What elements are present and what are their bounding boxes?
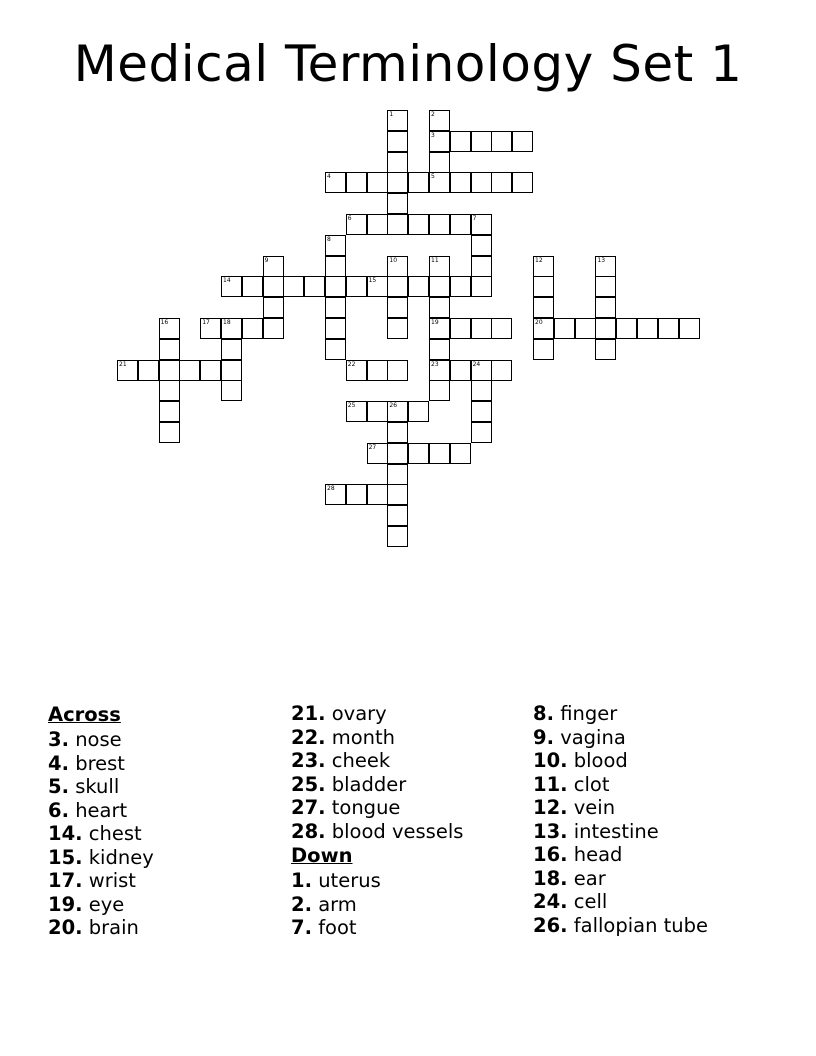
clue-item — [533, 796, 708, 820]
grid-cell[interactable] — [429, 276, 450, 297]
clue-number: 15 — [368, 277, 377, 285]
grid-cell[interactable] — [429, 297, 450, 318]
grid-cell[interactable] — [387, 505, 408, 526]
clue-text: cheek — [331, 749, 391, 772]
clue-item — [48, 799, 154, 823]
grid-cell[interactable] — [263, 276, 284, 297]
grid-cell[interactable] — [200, 360, 221, 381]
grid-cell[interactable] — [387, 152, 408, 173]
grid-cell[interactable] — [408, 172, 429, 193]
grid-cell[interactable] — [263, 256, 284, 277]
clue-column-3 — [533, 702, 708, 937]
grid-cell[interactable] — [387, 464, 408, 485]
grid-cell[interactable] — [387, 360, 408, 381]
clue-item — [291, 869, 463, 893]
clue-number-label: 14. — [48, 822, 83, 845]
grid-cell[interactable] — [159, 422, 180, 443]
clue-number: 23 — [431, 360, 439, 368]
grid-cell[interactable] — [387, 110, 408, 131]
grid-cell[interactable] — [429, 131, 450, 152]
grid-cell[interactable] — [471, 360, 492, 381]
grid-cell[interactable] — [637, 318, 658, 339]
grid-cell[interactable] — [387, 172, 408, 193]
clue-text: ovary — [331, 702, 387, 725]
grid-cell[interactable] — [325, 484, 346, 505]
clue-item — [291, 773, 463, 797]
clue-number-label: 6. — [48, 798, 69, 822]
clue-text: vein — [573, 796, 616, 819]
clue-text: blood — [573, 749, 628, 772]
clue-item — [533, 749, 708, 773]
clue-item — [291, 796, 463, 820]
grid-cell[interactable] — [304, 276, 325, 297]
clue-number: 13 — [597, 256, 606, 264]
clue-text: tongue — [331, 796, 401, 819]
clue-item — [48, 822, 154, 846]
grid-cell[interactable] — [491, 318, 512, 339]
clue-item — [48, 752, 154, 776]
grid-cell[interactable] — [471, 214, 492, 235]
clue-text: brest — [75, 751, 125, 775]
grid-cell[interactable] — [387, 422, 408, 443]
grid-cell[interactable] — [387, 297, 408, 318]
clue-item — [48, 728, 154, 752]
grid-cell[interactable] — [471, 380, 492, 401]
grid-cell[interactable] — [679, 318, 700, 339]
clue-number-label: 24. — [533, 890, 568, 913]
grid-cell[interactable] — [471, 422, 492, 443]
clue-number-label: 20. — [48, 916, 83, 939]
clue-number: 28 — [327, 485, 335, 493]
grid-cell[interactable] — [242, 276, 263, 297]
clue-number: 25 — [347, 402, 356, 410]
grid-cell[interactable] — [429, 318, 450, 339]
grid-cell[interactable] — [263, 318, 284, 339]
grid-cell[interactable] — [221, 339, 242, 360]
clue-text: uterus — [318, 869, 381, 892]
clue-heading: Down — [291, 844, 353, 867]
clue-number-label: 8. — [533, 702, 554, 725]
clue-number-label: 25. — [291, 772, 326, 796]
grid-cell[interactable] — [367, 484, 388, 505]
clue-column-2 — [291, 702, 463, 940]
grid-cell[interactable] — [429, 360, 450, 381]
clue-text: vagina — [560, 725, 626, 749]
clue-number: 5 — [431, 173, 435, 181]
clue-number-label: 27. — [291, 796, 326, 819]
clue-text: kidney — [88, 845, 154, 869]
clue-number: 24 — [472, 360, 481, 368]
clue-number: 16 — [160, 319, 169, 326]
clue-item — [291, 820, 463, 844]
clue-number: 10 — [389, 256, 398, 264]
grid-cell[interactable] — [471, 401, 492, 422]
grid-cell[interactable] — [138, 360, 159, 381]
clue-number-label: 3. — [48, 728, 69, 751]
clue-text: ear — [573, 866, 606, 890]
grid-cell[interactable] — [429, 256, 450, 277]
grid-cell[interactable] — [595, 297, 616, 318]
clue-column-1 — [48, 702, 154, 940]
clue-number-label: 4. — [48, 751, 69, 775]
grid-cell[interactable] — [117, 360, 138, 381]
grid-cell[interactable] — [408, 401, 429, 422]
clue-item — [48, 893, 154, 917]
grid-cell[interactable] — [408, 214, 429, 235]
clue-text: arm — [318, 892, 357, 916]
clue-number: 12 — [535, 256, 543, 264]
clue-number: 4 — [327, 173, 331, 181]
clue-number: 6 — [347, 215, 352, 222]
clue-item — [533, 726, 708, 750]
grid-cell[interactable] — [429, 339, 450, 360]
grid-cell[interactable] — [429, 214, 450, 235]
grid-cell[interactable] — [429, 110, 450, 131]
clue-number-label: 11. — [533, 772, 568, 796]
grid-cell[interactable] — [387, 401, 408, 422]
clue-number-label: 13. — [533, 819, 568, 843]
clue-text: cell — [573, 890, 608, 913]
clue-item — [533, 867, 708, 891]
grid-cell[interactable] — [533, 256, 554, 277]
clue-number-label: 17. — [48, 869, 83, 892]
grid-cell[interactable] — [595, 318, 616, 339]
clue-item — [48, 846, 154, 870]
grid-cell[interactable] — [450, 214, 471, 235]
grid-cell[interactable] — [491, 360, 512, 381]
grid-cell[interactable] — [221, 380, 242, 401]
clue-number: 26 — [389, 402, 398, 410]
clue-number-label: 16. — [533, 843, 568, 866]
grid-cell[interactable] — [159, 380, 180, 401]
grid-cell[interactable] — [512, 131, 533, 152]
grid-cell[interactable] — [159, 360, 180, 381]
grid-cell[interactable] — [595, 339, 616, 360]
grid-cell[interactable] — [159, 318, 180, 339]
clue-text: intestine — [573, 819, 659, 843]
clue-number: 18 — [223, 319, 231, 326]
clue-number-label: 15. — [48, 845, 83, 869]
grid-cell[interactable] — [450, 172, 471, 193]
clue-number: 11 — [431, 256, 439, 264]
clue-item — [533, 773, 708, 797]
grid-cell[interactable] — [367, 401, 388, 422]
clue-text: nose — [75, 728, 122, 751]
grid-cell[interactable] — [325, 318, 346, 339]
grid-cell[interactable] — [387, 526, 408, 547]
grid-cell[interactable] — [429, 172, 450, 193]
clue-number: 14 — [223, 277, 231, 285]
grid-cell[interactable] — [450, 360, 471, 381]
clue-item — [291, 916, 463, 940]
grid-cell[interactable] — [595, 256, 616, 277]
clue-number: 21 — [119, 360, 127, 368]
clue-heading: Across — [48, 703, 121, 726]
clue-number-label: 5. — [48, 775, 69, 798]
clue-item — [533, 914, 708, 938]
grid-cell[interactable] — [387, 484, 408, 505]
grid-cell[interactable] — [325, 235, 346, 256]
clue-item — [291, 893, 463, 917]
grid-cell[interactable] — [387, 131, 408, 152]
grid-cell[interactable] — [221, 360, 242, 381]
grid-cell[interactable] — [179, 360, 200, 381]
clue-item — [533, 890, 708, 914]
grid-cell[interactable] — [471, 172, 492, 193]
clue-item — [533, 843, 708, 867]
clue-text: head — [573, 843, 623, 866]
clue-number: 3 — [431, 131, 435, 139]
grid-cell[interactable] — [325, 297, 346, 318]
clue-text: chest — [88, 822, 142, 845]
clue-number-label: 23. — [291, 749, 326, 772]
grid-cell[interactable] — [533, 276, 554, 297]
clue-number: 19 — [431, 319, 439, 326]
clue-item — [291, 726, 463, 750]
clue-text: foot — [318, 916, 357, 939]
grid-cell[interactable] — [367, 276, 388, 297]
grid-cell[interactable] — [616, 318, 637, 339]
clue-number-label: 26. — [533, 913, 568, 937]
grid-cell[interactable] — [491, 131, 512, 152]
clue-item — [533, 702, 708, 726]
grid-cell[interactable] — [429, 443, 450, 464]
clue-number-label: 28. — [291, 819, 326, 843]
grid-cell[interactable] — [159, 339, 180, 360]
grid-cell[interactable] — [575, 318, 596, 339]
clue-number-label: 7. — [291, 916, 312, 939]
clue-number-label: 2. — [291, 892, 312, 916]
grid-cell[interactable] — [491, 172, 512, 193]
grid-cell[interactable] — [159, 401, 180, 422]
clue-item — [48, 869, 154, 893]
grid-cell[interactable] — [387, 256, 408, 277]
grid-cell[interactable] — [200, 318, 221, 339]
page-title: Medical Terminology Set 1 — [73, 35, 743, 93]
grid-cell[interactable] — [554, 318, 575, 339]
clue-number-label: 1. — [291, 869, 312, 892]
grid-cell[interactable] — [387, 318, 408, 339]
clue-item — [48, 916, 154, 940]
grid-cell[interactable] — [387, 443, 408, 464]
clue-number-label: 9. — [533, 725, 554, 749]
clue-number-label: 21. — [291, 702, 326, 725]
grid-cell[interactable] — [408, 443, 429, 464]
clue-number: 22 — [347, 360, 356, 368]
grid-cell[interactable] — [263, 297, 284, 318]
grid-cell[interactable] — [221, 318, 242, 339]
grid-cell[interactable] — [242, 318, 263, 339]
grid-cell[interactable] — [367, 172, 388, 193]
grid-cell[interactable] — [325, 339, 346, 360]
grid-cell[interactable] — [346, 214, 367, 235]
grid-cell[interactable] — [387, 276, 408, 297]
grid-cell[interactable] — [450, 276, 471, 297]
clue-text: wrist — [88, 869, 136, 892]
clue-number: 7 — [472, 215, 477, 222]
grid-cell[interactable] — [658, 318, 679, 339]
clue-text: clot — [573, 772, 610, 796]
grid-cell[interactable] — [533, 339, 554, 360]
clue-text: finger — [560, 702, 618, 725]
clue-item — [533, 820, 708, 844]
grid-cell[interactable] — [387, 193, 408, 214]
grid-cell[interactable] — [283, 276, 304, 297]
clue-number: 17 — [202, 319, 210, 326]
grid-cell[interactable] — [367, 360, 388, 381]
clue-number-label: 22. — [291, 725, 326, 749]
clue-number: 27 — [368, 443, 377, 451]
grid-cell[interactable] — [346, 401, 367, 422]
clue-number: 9 — [264, 256, 269, 264]
grid-cell[interactable] — [367, 214, 388, 235]
clue-text: heart — [75, 798, 128, 822]
grid-cell[interactable] — [408, 276, 429, 297]
grid-cell[interactable] — [221, 276, 242, 297]
grid-cell[interactable] — [471, 235, 492, 256]
clue-number-label: 10. — [533, 749, 568, 772]
grid-cell[interactable] — [471, 256, 492, 277]
grid-cell[interactable] — [450, 318, 471, 339]
clue-item — [48, 775, 154, 799]
grid-cell[interactable] — [533, 318, 554, 339]
clue-number-label: 19. — [48, 892, 83, 916]
grid-cell[interactable] — [346, 276, 367, 297]
grid-cell[interactable] — [450, 131, 471, 152]
grid-cell[interactable] — [471, 318, 492, 339]
grid-cell[interactable] — [429, 152, 450, 173]
grid-cell[interactable] — [346, 484, 367, 505]
clue-number: 20 — [535, 319, 543, 326]
clue-text: bladder — [331, 772, 407, 796]
clue-number: 8 — [327, 235, 331, 243]
grid-cell[interactable] — [325, 276, 346, 297]
grid-cell[interactable] — [325, 256, 346, 277]
grid-cell[interactable] — [429, 380, 450, 401]
grid-cell[interactable] — [471, 131, 492, 152]
clue-text: fallopian tube — [573, 913, 709, 937]
grid-cell[interactable] — [471, 276, 492, 297]
clue-text: brain — [88, 916, 139, 939]
clue-item — [291, 749, 463, 773]
grid-cell[interactable] — [450, 443, 471, 464]
clue-number: 2 — [431, 111, 435, 118]
grid-cell[interactable] — [595, 276, 616, 297]
grid-cell[interactable] — [512, 172, 533, 193]
grid-cell[interactable] — [367, 443, 388, 464]
grid-cell[interactable] — [346, 360, 367, 381]
clue-text: blood vessels — [331, 819, 464, 843]
clue-number-label: 18. — [533, 866, 568, 890]
grid-cell[interactable] — [387, 214, 408, 235]
grid-cell[interactable] — [533, 297, 554, 318]
clue-text: eye — [88, 892, 125, 916]
clue-text: month — [331, 725, 396, 749]
clue-number: 1 — [389, 111, 394, 118]
clue-item — [291, 702, 463, 726]
clue-text: skull — [75, 775, 120, 798]
clue-number-label: 12. — [533, 796, 568, 819]
grid-cell[interactable] — [325, 172, 346, 193]
grid-cell[interactable] — [346, 172, 367, 193]
